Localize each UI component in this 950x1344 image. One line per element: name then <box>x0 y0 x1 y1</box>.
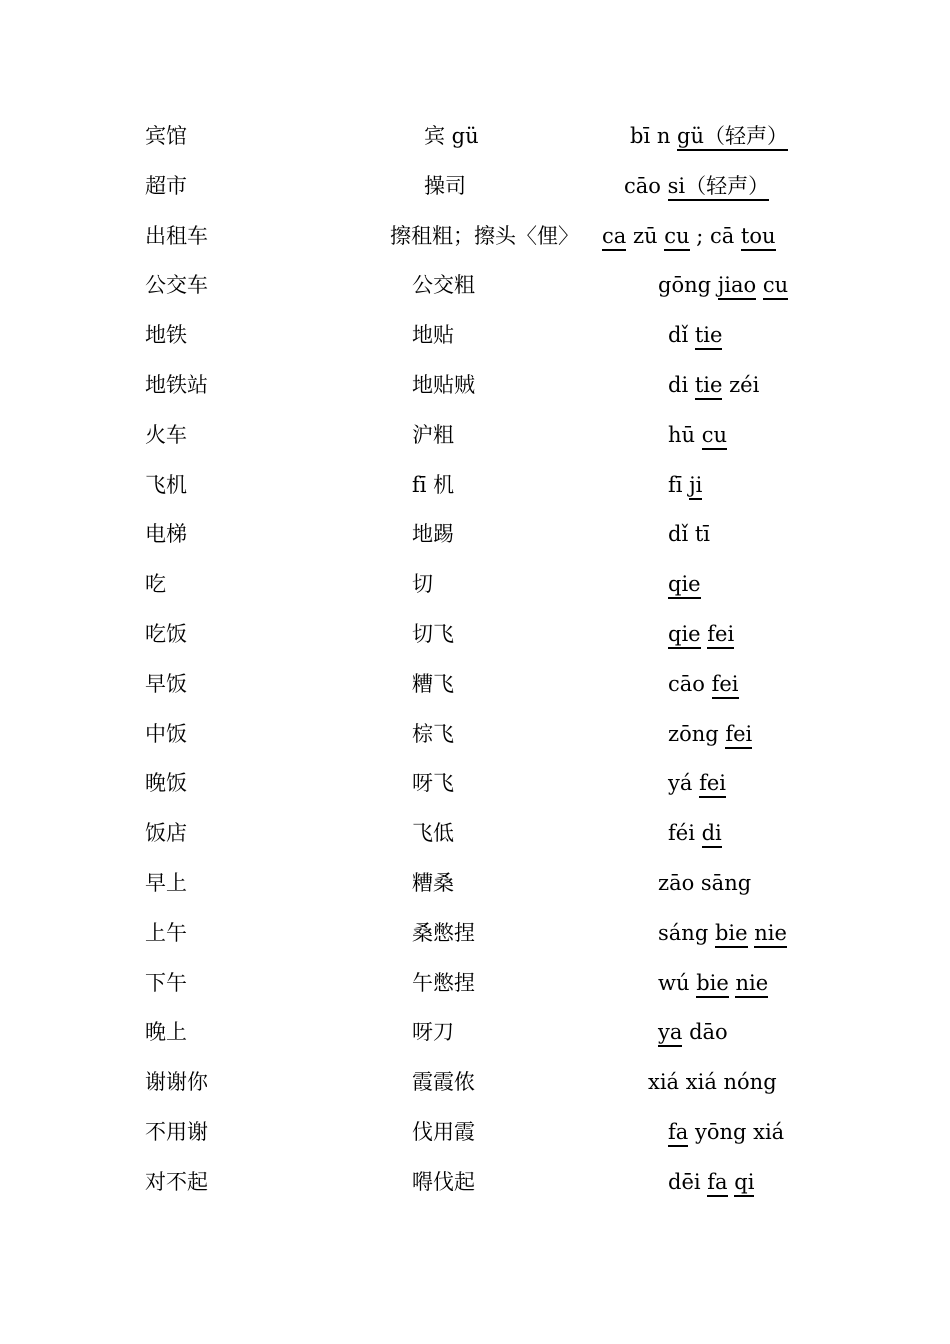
homophone-term: 呀刀 <box>412 1020 454 1044</box>
pinyin-syllable: hū <box>668 423 702 447</box>
pinyin-syllable <box>729 968 736 998</box>
homophone-term: 擦租粗；擦头〈俚〉 <box>390 224 579 248</box>
homophone-term: 地贴 <box>412 323 454 347</box>
table-row <box>0 619 950 669</box>
mandarin-term: 吃饭 <box>145 622 187 646</box>
pinyin-syllable: yá <box>668 771 700 795</box>
table-row <box>0 121 950 171</box>
underlined-syllable: qie <box>668 572 701 599</box>
pinyin-reading <box>602 221 776 251</box>
pinyin-syllable: zéi <box>722 373 760 397</box>
underlined-syllable: fei <box>712 672 739 699</box>
pinyin-syllable: di <box>668 373 695 397</box>
pinyin-syllable: dāo <box>682 1020 728 1044</box>
underlined-syllable: bie <box>696 971 729 998</box>
pinyin-syllable: gōng <box>658 273 718 297</box>
homophone-term: 地踢 <box>412 522 454 546</box>
table-row <box>0 1067 950 1117</box>
pinyin-syllable: wú <box>658 971 697 995</box>
underlined-syllable: cu <box>702 423 727 450</box>
underlined-syllable: fei <box>707 622 734 649</box>
pinyin-syllable <box>701 619 708 649</box>
underlined-syllable: ca <box>602 224 626 251</box>
underlined-syllable: fei <box>725 722 752 749</box>
underlined-syllable: bie <box>715 921 748 948</box>
homophone-term: 操司 <box>424 174 466 198</box>
pinyin-reading <box>648 1067 777 1097</box>
underlined-syllable: tie <box>695 323 723 350</box>
pinyin-syllable: sáng <box>658 921 715 945</box>
underlined-syllable: tie <box>695 373 723 400</box>
pinyin-syllable <box>756 270 763 300</box>
underlined-syllable: gü（轻声） <box>677 124 788 151</box>
homophone-term: 嘚伐起 <box>412 1170 475 1194</box>
table-row <box>0 1117 950 1167</box>
homophone-term: 呀飞 <box>412 771 454 795</box>
table-row <box>0 868 950 918</box>
homophone-term: 公交粗 <box>412 273 475 297</box>
pinyin-reading <box>658 918 787 948</box>
mandarin-term: 谢谢你 <box>145 1070 208 1094</box>
underlined-syllable: cu <box>763 273 788 300</box>
underlined-syllable: fa <box>707 1170 727 1197</box>
mandarin-term: 公交车 <box>145 273 208 297</box>
underlined-syllable: tou <box>741 224 776 251</box>
table-row <box>0 519 950 569</box>
pinyin-syllable: zū <box>626 224 665 248</box>
mandarin-term: 中饭 <box>145 722 187 746</box>
pinyin-syllable: fī <box>668 473 690 497</box>
pinyin-reading <box>668 719 752 749</box>
pinyin-reading <box>668 768 726 798</box>
table-row <box>0 569 950 619</box>
table-row <box>0 270 950 320</box>
table-row <box>0 370 950 420</box>
mandarin-term: 飞机 <box>145 473 187 497</box>
homophone-term: 宾 gü <box>424 124 479 148</box>
mandarin-term: 电梯 <box>145 522 187 546</box>
underlined-syllable: cu <box>664 224 689 251</box>
pinyin-reading <box>658 270 788 300</box>
underlined-syllable: fa <box>668 1120 688 1147</box>
pinyin-syllable: cāo <box>624 174 668 198</box>
homophone-term: fī 机 <box>412 473 455 497</box>
mandarin-term: 宾馆 <box>145 124 187 148</box>
pinyin-syllable <box>748 918 755 948</box>
homophone-term: 棕飞 <box>412 722 454 746</box>
mandarin-term: 吃 <box>145 572 166 596</box>
homophone-term: 飞低 <box>412 821 454 845</box>
table-row <box>0 171 950 221</box>
homophone-term: 伐用霞 <box>412 1120 475 1144</box>
table-row <box>0 420 950 470</box>
underlined-syllable: qie <box>668 622 701 649</box>
pinyin-reading <box>624 171 769 201</box>
homophone-term: 霞霞侬 <box>412 1070 475 1094</box>
pinyin-reading <box>668 1167 754 1197</box>
pinyin-reading <box>668 619 734 649</box>
pinyin-syllable: ; cā <box>689 224 741 248</box>
pinyin-syllable: zāo sāng <box>658 871 752 895</box>
pinyin-reading <box>668 519 710 549</box>
mandarin-term: 出租车 <box>145 224 208 248</box>
table-row <box>0 221 950 271</box>
mandarin-term: 不用谢 <box>145 1120 208 1144</box>
table-row <box>0 669 950 719</box>
homophone-term: 沪粗 <box>412 423 454 447</box>
pinyin-reading <box>668 370 759 400</box>
table-row <box>0 470 950 520</box>
pinyin-reading <box>630 121 788 151</box>
pinyin-syllable: bī n <box>630 124 678 148</box>
mandarin-term: 地铁 <box>145 323 187 347</box>
mandarin-term: 饭店 <box>145 821 187 845</box>
homophone-term: 地贴贼 <box>412 373 475 397</box>
homophone-term: 切 <box>412 572 433 596</box>
pinyin-reading <box>668 470 702 500</box>
mandarin-term: 地铁站 <box>145 373 208 397</box>
pinyin-syllable: xiá xiá nóng <box>648 1070 777 1094</box>
mandarin-term: 火车 <box>145 423 187 447</box>
underlined-syllable: nie <box>735 971 768 998</box>
pinyin-syllable: dēi <box>668 1170 708 1194</box>
pinyin-reading <box>658 868 751 898</box>
underlined-syllable: fei <box>699 771 726 798</box>
table-row <box>0 968 950 1018</box>
pinyin-reading <box>668 320 722 350</box>
pinyin-syllable: yōng xiá <box>688 1120 785 1144</box>
pinyin-syllable: dǐ tī <box>668 522 710 546</box>
pinyin-reading <box>668 569 701 599</box>
pinyin-syllable: dǐ <box>668 323 695 347</box>
underlined-syllable: jiao <box>718 273 756 300</box>
pinyin-reading <box>668 420 727 450</box>
table-row <box>0 1017 950 1067</box>
table-row <box>0 1167 950 1217</box>
underlined-syllable: qi <box>734 1170 754 1197</box>
pinyin-reading <box>668 818 722 848</box>
mandarin-term: 晚饭 <box>145 771 187 795</box>
table-row <box>0 719 950 769</box>
underlined-syllable: si（轻声） <box>668 174 770 201</box>
underlined-syllable: ji <box>689 473 702 500</box>
homophone-term: 糟飞 <box>412 672 454 696</box>
mandarin-term: 对不起 <box>145 1170 208 1194</box>
underlined-syllable: nie <box>754 921 787 948</box>
homophone-term: 糟桑 <box>412 871 454 895</box>
pinyin-reading <box>668 669 739 699</box>
pinyin-reading <box>658 968 768 998</box>
underlined-syllable: di <box>702 821 722 848</box>
pinyin-reading <box>668 1117 784 1147</box>
table-row <box>0 768 950 818</box>
mandarin-term: 早上 <box>145 871 187 895</box>
pinyin-syllable: féi <box>668 821 702 845</box>
pinyin-reading <box>658 1017 728 1047</box>
homophone-term: 切飞 <box>412 622 454 646</box>
pinyin-syllable <box>728 1167 735 1197</box>
table-row <box>0 320 950 370</box>
mandarin-term: 下午 <box>145 971 187 995</box>
homophone-term: 午憋捏 <box>412 971 475 995</box>
table-row <box>0 918 950 968</box>
underlined-syllable: ya <box>658 1020 682 1047</box>
pinyin-syllable: zōng <box>668 722 726 746</box>
mandarin-term: 上午 <box>145 921 187 945</box>
pinyin-syllable: cāo <box>668 672 712 696</box>
table-row <box>0 818 950 868</box>
mandarin-term: 超市 <box>145 174 187 198</box>
homophone-term: 桑憋捏 <box>412 921 475 945</box>
mandarin-term: 晚上 <box>145 1020 187 1044</box>
mandarin-term: 早饭 <box>145 672 187 696</box>
